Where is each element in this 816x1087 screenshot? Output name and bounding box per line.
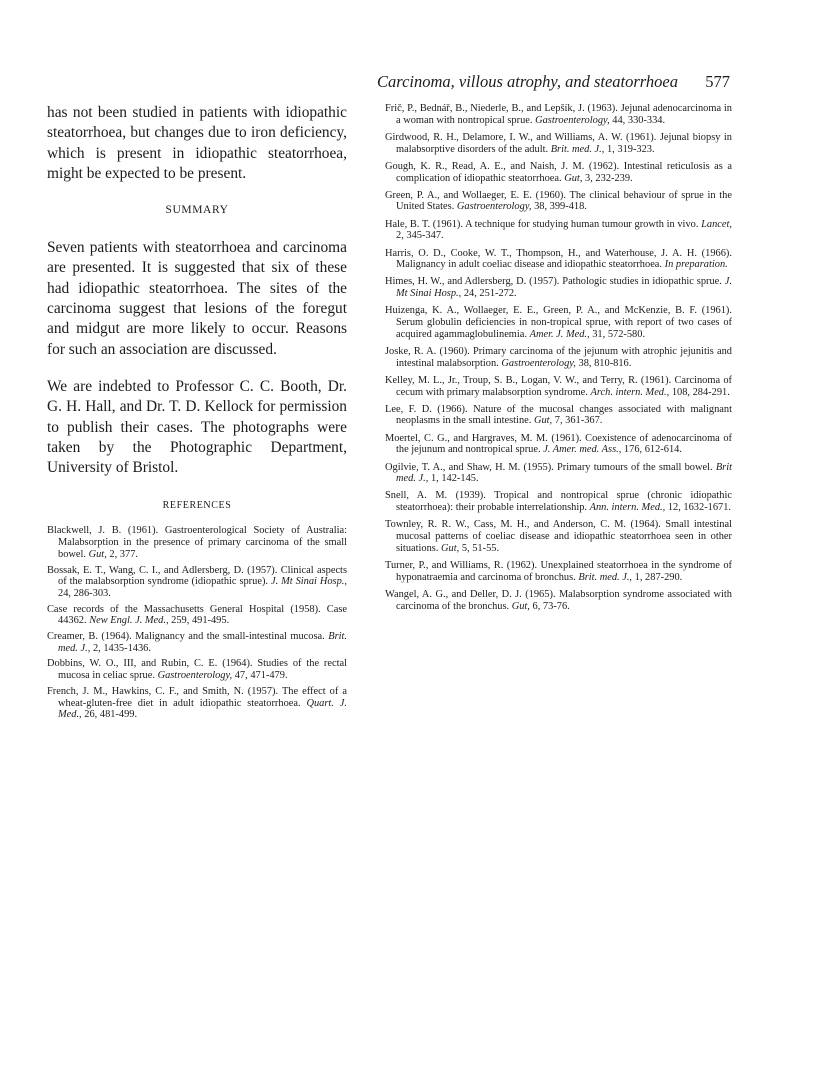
reference-citation: 26, 481-499. [84,709,138,721]
reference-text: Hale, B. T. (1961). A technique for studying human tumour growth in vivo. [385,218,699,230]
reference-journal: J. Mt Sinai Hosp., [396,276,732,300]
summary-paragraph: Seven patients with steatorrhoea and carcinoma are presented. It is suggested that six of these had idiopathic steatorrhoea. The sites of the carcinoma suggest that lesions of the foregut and midgut are more likely to occur. Reasons for such an association are discussed. [47,239,347,358]
reference-entry [385,404,732,427]
reference-entry [47,525,347,560]
right-column [385,103,732,618]
reference-entry [385,519,732,554]
reference-journal: Gastroenterology, [157,670,233,682]
reference-entry [47,631,347,654]
reference-citation: 5, 51-55. [461,542,500,554]
reference-text: Turner, P., and Williams, R. (1962). Unexplained steatorrhoea in the syndrome of hyponatraemia and carcinoma of bronchus. [385,560,732,583]
running-title: Carcinoma, villous atrophy, and steatorrhoea [377,72,678,91]
reference-citation: 108, 284-291. [671,386,730,398]
reference-journal: New Engl. J. Med., [89,615,169,627]
reference-entry [385,103,732,126]
reference-citation: 2, 345-347. [396,230,444,242]
reference-text: Blackwell, J. B. (1961). Gastroenterological Society of Australia: Malabsorption in the presence of primary carcinoma of the small bowel. [47,525,347,560]
reference-citation: 38, 399-418. [534,201,587,213]
reference-citation: 12, 1632-1671. [667,502,732,514]
reference-text: Creamer, B. (1964). Malignancy and the small-intestinal mucosa. [47,631,325,643]
reference-entry [385,375,732,398]
reference-entry [385,132,732,155]
reference-citation: 38, 810-816. [578,357,632,369]
reference-entry [385,490,732,513]
reference-text: Dobbins, W. O., III, and Rubin, C. E. (1964). Studies of the rectal mucosa in celiac sprue. [47,658,347,682]
reference-journal: Gut, [533,415,553,427]
reference-citation: 24, 251-272. [463,288,517,300]
reference-list-right [385,103,732,612]
reference-journal: Gut, [441,542,460,554]
reference-citation: 47, 471-479. [234,670,288,682]
reference-journal: Gastroenterology, [535,114,610,126]
reference-journal: In preparation. [664,259,728,271]
reference-text: Girdwood, R. H., Delamore, I. W., and Williams, A. W. (1961). Jejunal biopsy in malabsorptive disorders of the adult. [385,131,732,155]
reference-citation: 176, 612-614. [623,444,682,456]
reference-citation: 2, 1435-1436. [92,642,151,654]
reference-entry [385,560,732,583]
reference-journal: Lancet, [701,218,732,230]
reference-citation: 7, 361-367. [554,415,603,427]
reference-journal: Gut, [564,172,583,184]
reference-journal: Amer. J. Med., [529,328,590,340]
reference-journal: Quart. J. Med., [58,697,347,721]
reference-journal: Gut, [88,548,107,560]
reference-text: Kelley, M. L., Jr., Troup, S. B., Logan, V. W., and Terry, R. (1961). Carcinoma of cecum with primary malabsorption syndrome. [385,374,732,398]
reference-journal: Brit. med. J., [578,571,633,583]
left-column [47,103,347,725]
reference-text: Lee, F. D. (1966). Nature of the mucosal changes associated with malignant neoplasms in the small intestine. [385,403,732,427]
reference-entry [385,190,732,213]
reference-journal: Gastroenterology, [501,357,576,369]
reference-text: Townley, R. R. W., Cass, M. H., and Anderson, C. M. (1964). Small intestinal mucosal patterns of coeliac disease and idiopathic steatorrhoea seen in other situations. [385,519,732,554]
reference-text: Bossak, E. T., Wang, C. I., and Adlersberg, D. (1957). Clinical aspects of the malabsorption syndrome (idiopathic sprue). [47,564,347,588]
reference-list-left [47,525,347,721]
reference-entry [385,305,732,340]
reference-citation: 1, 287-290. [634,571,683,583]
reference-citation: 2, 377. [109,548,138,560]
reference-text: Wangel, A. G., and Deller, D. J. (1965). Malabsorption syndrome associated with carcinoma of the bronchus. [385,588,732,612]
reference-text: French, J. M., Hawkins, C. F., and Smith, N. (1957). The effect of a wheat-gluten-free diet in adult idiopathic steatorrhoea. [47,685,347,709]
reference-journal: Ann. intern. Med., [589,502,666,514]
reference-journal: Arch. intern. Med., [590,386,670,398]
reference-citation: 6, 73-76. [532,600,570,612]
reference-citation: 31, 572-580. [592,328,646,340]
reference-text: Huizenga, K. A., Wollaeger, E. E., Green, P. A., and McKenzie, B. F. (1961). Serum globulin deficiencies in non-tropical sprue, with report of two cases of acquired agammaglobulinemia. [385,305,732,340]
reference-text: Joske, R. A. (1960). Primary carcinoma of the jejunum with atrophic jejunitis and intestinal malabsorption. [385,345,732,369]
acknowledgement-paragraph: We are indebted to Professor C. C. Booth, Dr. G. H. Hall, and Dr. T. D. Kellock for permission to publish their cases. The photographs were taken by the Photographic Department, University of Bristol. [47,377,347,477]
reference-journal: Gut, [511,600,530,612]
reference-entry [385,219,732,242]
reference-journal: Brit med. J., [396,461,732,485]
reference-entry [47,686,347,721]
reference-text: Green, P. A., and Wollaeger, E. E. (1960). The clinical behaviour of sprue in the United States. [385,189,732,213]
reference-entry [47,658,347,681]
reference-citation: 1, 142-145. [430,473,479,485]
reference-entry [385,276,732,299]
reference-text: Case records of the Massachusetts General Hospital (1958). Case 44362. [47,603,347,627]
opening-paragraph: has not been studied in patients with idiopathic steatorrhoea, but changes due to iron deficiency, which is present in idiopathic steatorrhoea, might be expected to be present. [47,104,347,182]
reference-text: Moertel, C. G., and Hargraves, M. M. (1961). Coexistence of adenocarcinoma of the jejunum and nontropical sprue. [385,432,732,456]
page-number: 577 [705,72,730,91]
reference-citation: 24, 286-303. [58,587,111,599]
reference-entry [47,565,347,600]
summary-heading: SUMMARY [165,204,229,217]
reference-citation: 3, 232-239. [585,172,633,184]
references-heading: REFERENCES [162,500,232,512]
reference-journal: Brit. med. J., [58,631,347,654]
reference-text: Ogilvie, T. A., and Shaw, H. M. (1955). Primary tumours of the small bowel. [385,461,713,473]
reference-entry [385,589,732,612]
reference-journal: Brit. med. J., [550,143,605,155]
reference-text: Harris, O. D., Cooke, W. T., Thompson, H., and Waterhouse, J. A. H. (1966). Malignancy in adult coeliac disease and idiopathic steatorrhoea. [385,247,732,271]
reference-journal: Gastroenterology, [456,201,532,213]
reference-text: Himes, H. W., and Adlersberg, D. (1957). Pathologic studies in idiopathic sprue. [385,276,722,288]
reference-entry [385,433,732,456]
reference-text: Snell, A. M. (1939). Tropical and nontropical sprue (chronic idiopathic steatorrhoea): their probable interrelationship. [385,490,732,514]
reference-entry [47,604,347,627]
reference-entry [385,346,732,369]
reference-text: Frič, P., Bednář, B., Niederle, B., and Lepšík, J. (1963). Jejunal adenocarcinoma in a woman with nontropical sprue. [385,103,732,126]
reference-entry [385,462,732,485]
reference-citation: 259, 491-495. [171,615,230,627]
reference-citation: 44, 330-334. [612,114,666,126]
reference-journal: J. Amer. med. Ass., [543,444,622,456]
reference-citation: 1, 319-323. [606,143,655,155]
reference-entry [385,248,732,271]
reference-entry [385,161,732,184]
reference-journal: J. Mt Sinai Hosp., [270,576,347,588]
reference-text: Gough, K. R., Read, A. E., and Naish, J. M. (1962). Intestinal reticulosis as a complication of idiopathic steatorrhoea. [385,160,732,184]
